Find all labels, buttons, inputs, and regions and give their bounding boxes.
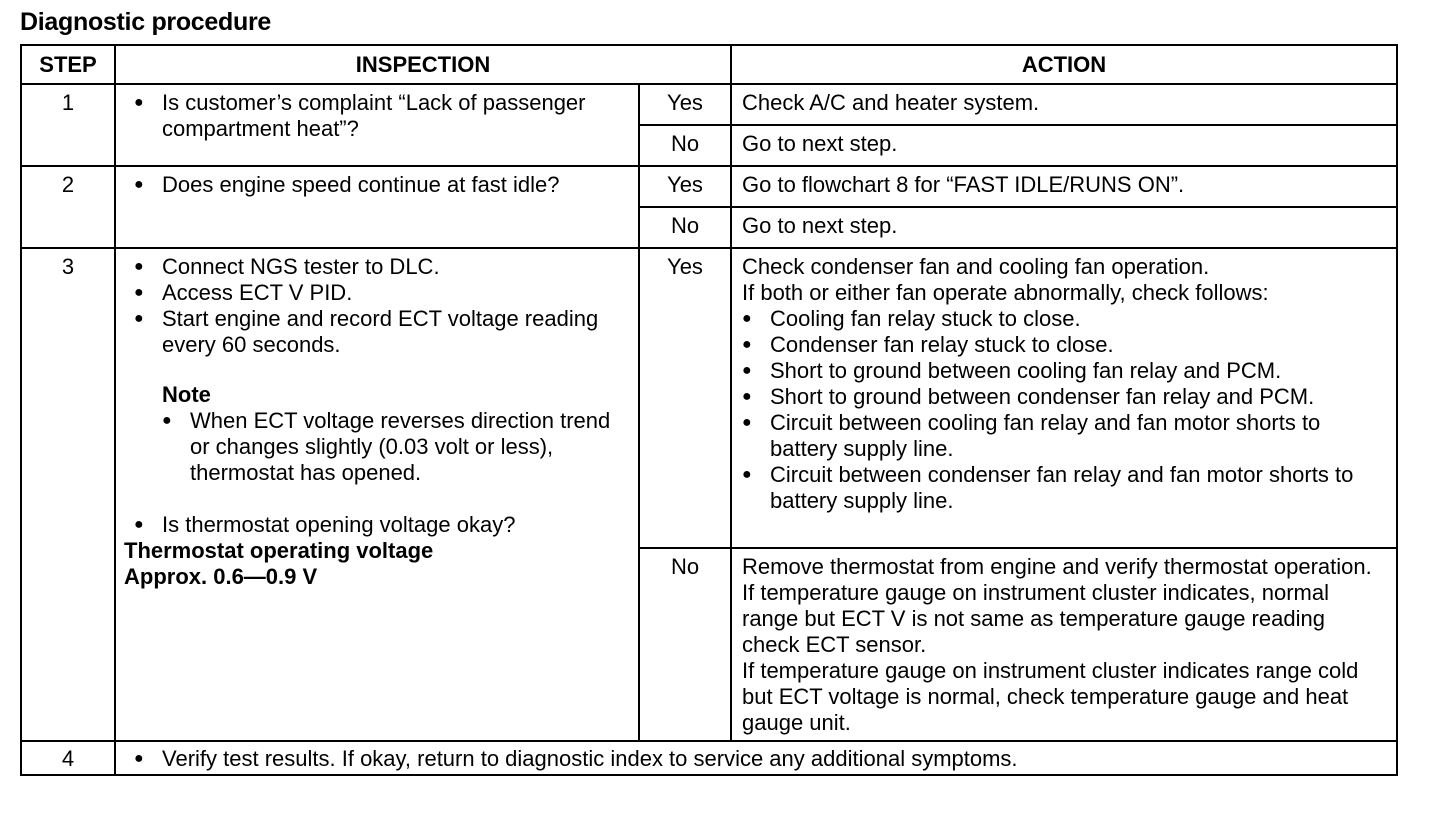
- action-line: If both or either fan operate abnormally, check follows:: [742, 280, 1269, 305]
- inspection-cell: [115, 248, 639, 741]
- header-inspection: INSPECTION: [115, 45, 731, 84]
- no-label: No: [639, 207, 731, 248]
- action-item: ● Condenser fan relay stuck to close.: [742, 332, 1388, 358]
- action-item: ● Circuit between cooling fan relay and fan motor shorts to battery supply line.: [742, 410, 1388, 462]
- no-label: No: [639, 125, 731, 166]
- header-action: ACTION: [731, 45, 1397, 84]
- yes-action: [731, 248, 1397, 548]
- header-step: STEP: [21, 45, 115, 84]
- inspection-cell: [115, 741, 1397, 775]
- question-block: [124, 512, 628, 590]
- yes-label: Yes: [639, 84, 731, 125]
- inspection-item: ● Connect NGS tester to DLC.: [134, 254, 628, 280]
- action-paragraph: If temperature gauge on instrument cluster indicates range cold but ECT voltage is normal, check temperature gauge and heat gauge unit.: [742, 658, 1359, 735]
- inspection-item: ● Start engine and record ECT voltage reading every 60 seconds.: [134, 306, 628, 358]
- action-paragraph: Remove thermostat from engine and verify thermostat operation.: [742, 554, 1372, 579]
- note-text: ● When ECT voltage reverses direction trend or changes slightly (0.03 volt or less), thermostat has opened.: [162, 408, 628, 486]
- table-row: [21, 248, 1397, 548]
- inspection-cell: [115, 166, 639, 248]
- action-item: ● Short to ground between cooling fan relay and PCM.: [742, 358, 1388, 384]
- yes-label: Yes: [639, 248, 731, 548]
- no-action: Go to next step.: [731, 207, 1397, 248]
- step-number: 4: [21, 741, 115, 775]
- action-item: ● Short to ground between condenser fan relay and PCM.: [742, 384, 1388, 410]
- note-label: Note: [162, 382, 211, 407]
- action-line: Check condenser fan and cooling fan operation.: [742, 254, 1210, 279]
- inspection-item: ● Verify test results. If okay, return to diagnostic index to service any additional symptoms.: [134, 746, 1386, 772]
- inspection-item: ● Is customer’s complaint “Lack of passenger compartment heat”?: [134, 90, 628, 142]
- page-title: Diagnostic procedure: [20, 8, 271, 36]
- action-item: ● Circuit between condenser fan relay and fan motor shorts to battery supply line.: [742, 462, 1388, 514]
- diagnostic-table: [20, 44, 1398, 776]
- inspection-question: ● Is thermostat opening voltage okay?: [134, 512, 628, 538]
- yes-action: Go to flowchart 8 for “FAST IDLE/RUNS ON”.: [731, 166, 1397, 207]
- step-number: 3: [21, 248, 115, 741]
- yes-action: Check A/C and heater system.: [731, 84, 1397, 125]
- yes-label: Yes: [639, 166, 731, 207]
- table-row: [21, 166, 1397, 207]
- no-action: Go to next step.: [731, 125, 1397, 166]
- no-label: No: [639, 548, 731, 741]
- inspection-item: ● Does engine speed continue at fast idle?: [134, 172, 628, 198]
- inspection-cell: [115, 84, 639, 166]
- step-number: 1: [21, 84, 115, 166]
- table-header-row: [21, 45, 1397, 84]
- action-paragraph: If temperature gauge on instrument cluster indicates, normal range but ECT V is not same as temperature gauge reading check ECT sensor.: [742, 580, 1329, 657]
- spec-title: Thermostat operating voltage: [124, 538, 434, 563]
- table-row: [21, 741, 1397, 775]
- inspection-item: ● Access ECT V PID.: [134, 280, 628, 306]
- step-number: 2: [21, 166, 115, 248]
- action-item: ● Cooling fan relay stuck to close.: [742, 306, 1388, 332]
- no-action: [731, 548, 1397, 741]
- note-block: [162, 382, 628, 486]
- table-row: [21, 84, 1397, 125]
- spec-value: Approx. 0.6—0.9 V: [124, 564, 318, 589]
